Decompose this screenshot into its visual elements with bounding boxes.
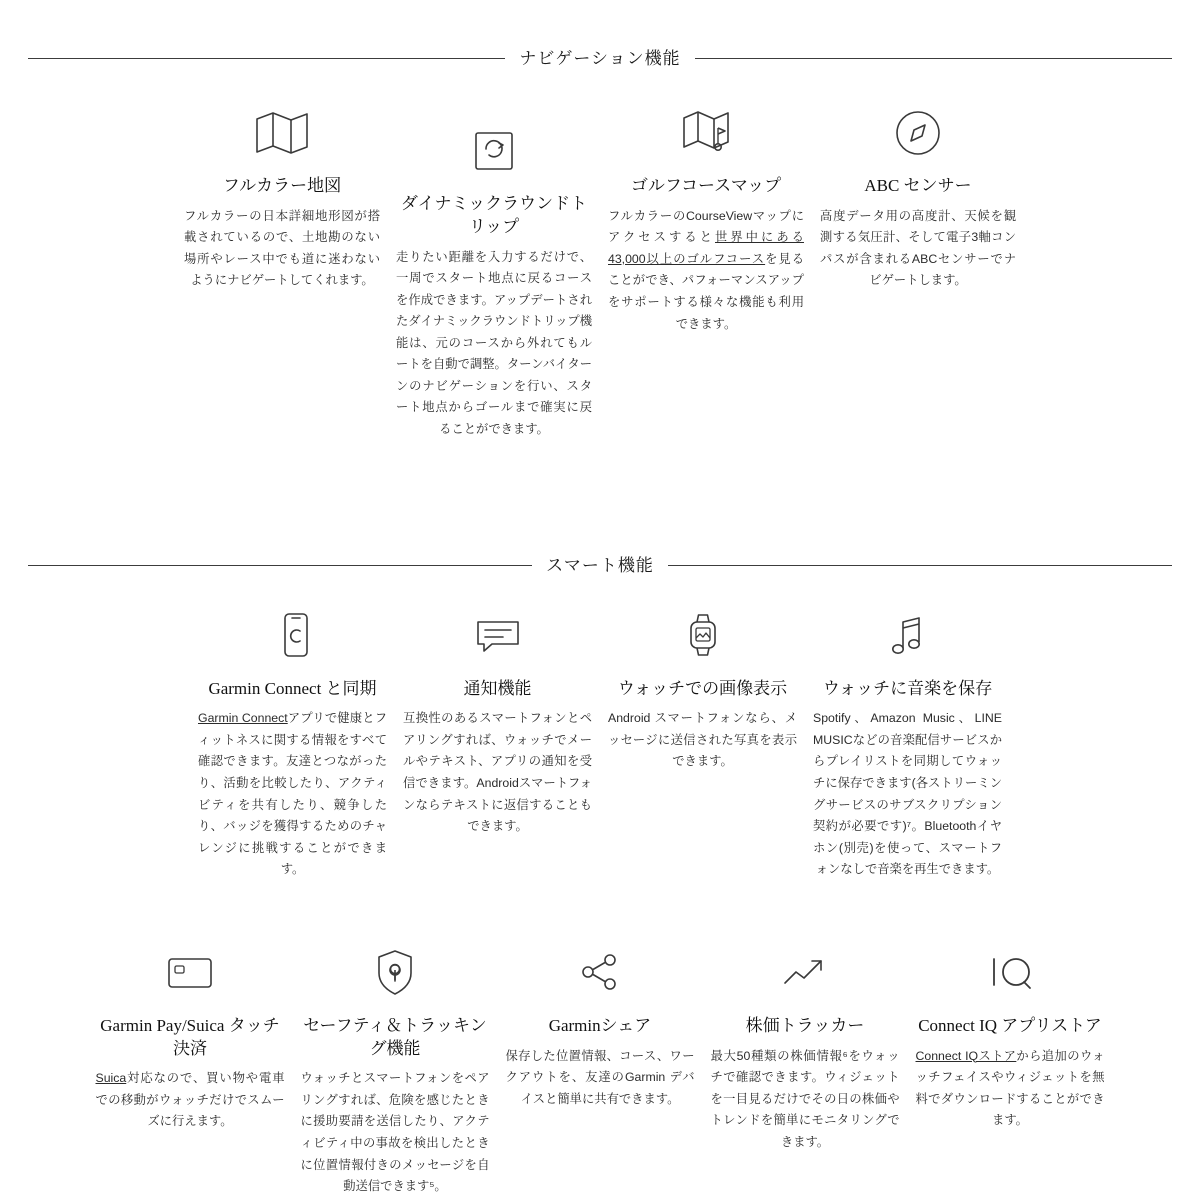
section-rule-left <box>28 58 505 59</box>
feature-title: ウォッチでの画像表示 <box>617 678 788 698</box>
feature-body-post: 対応なので、買い物や電車での移動がウォッチだけでスムーズに行えます。 <box>95 1071 285 1129</box>
feature-body-post: を見ることができ、パフォーマンスアップをサポートする様々な機能も利用できます。 <box>608 251 804 331</box>
feature-body <box>96 1068 285 1133</box>
feature-body <box>916 1046 1105 1132</box>
feature-title: 株価トラッカー <box>745 1015 865 1035</box>
safety-shield-icon <box>301 941 490 1005</box>
feature-title: ゴルフコースマップ <box>630 176 782 195</box>
feature-stock-tracker <box>703 941 908 1154</box>
feature-title: Garmin Pay/Suica タッチ決済 <box>100 1015 280 1058</box>
feature-dynamic-round-trip <box>388 119 600 441</box>
feature-full-color-map <box>176 101 388 292</box>
feature-title: ウォッチに音楽を保存 <box>822 678 993 698</box>
feature-body-link[interactable]: Garmin Connect <box>198 711 288 726</box>
section-rule-right <box>695 58 1172 59</box>
share-icon <box>506 941 695 1005</box>
phone-sync-icon <box>198 604 387 668</box>
feature-body <box>198 708 387 880</box>
feature-abc-sensor <box>812 101 1024 292</box>
feature-body: 高度データ用の高度計、天候を観測する気圧計、そして電子3軸コンパスが含まれるABCセンサーでナビゲートします。 <box>820 208 1016 288</box>
map-icon <box>184 101 380 165</box>
section-rule-left <box>28 565 532 566</box>
feature-body-link[interactable]: Connect IQストア <box>915 1048 1017 1063</box>
stock-chart-icon <box>711 941 900 1005</box>
payment-card-icon <box>96 941 285 1005</box>
feature-body-post: アプリで健康とフィットネスに関する情報をすべて確認できます。友達とつながったり、活動を比較したり、アクティビティを共有したり、競争したり、バッジを獲得するためのチャレンジに挑戦することができます。 <box>198 711 388 877</box>
feature-body: 互換性のあるスマートフォンとペアリングすれば、ウォッチでメールやテキスト、アプリの通知を受信できます。Androidスマートフォンならテキストに返信することもできます。 <box>403 711 592 834</box>
abc-sensor-icon <box>820 101 1016 165</box>
feature-garmin-share <box>498 941 703 1110</box>
feature-body: Android スマートフォンなら、メッセージに送信された写真を表示できます。 <box>608 711 797 769</box>
section-title-smart: スマート機能 <box>546 555 654 575</box>
feature-body: Spotify、Amazon Music、LINE MUSICなどの音楽配信サービスからプレイリストを同期してウォッチに保存できます(各ストリーミングサービスのサブスクリプション契約が必要です)⁷。Bluetoothイヤホン(別売)を使って、スマートフォンなしで音楽を再生できます。 <box>813 711 1002 877</box>
music-note-icon <box>813 604 1002 668</box>
connect-iq-icon <box>916 941 1105 1005</box>
feature-body-link[interactable]: 世界中にある43,000以上のゴルフコース <box>608 230 804 266</box>
feature-title: 通知機能 <box>463 678 532 698</box>
feature-body: 保存した位置情報、コース、ワークアウトを、友達のGarmin デバイスと簡単に共有できます。 <box>505 1048 695 1106</box>
feature-title: セーフティ＆トラッキング機能 <box>303 1015 487 1058</box>
feature-grid-smart-row2 <box>0 941 1200 1198</box>
feature-title: Garminシェア <box>548 1015 652 1035</box>
feature-garmin-pay-suica <box>88 941 293 1133</box>
section-header-smart <box>28 553 1172 578</box>
watch-image-icon <box>608 604 797 668</box>
section-title-navigation: ナビゲーション機能 <box>519 49 681 68</box>
feature-body: フルカラーの日本詳細地形図が搭載されているので、土地勘のない場所やレース中でも道に迷わないようにナビゲートしてくれます。 <box>184 208 380 288</box>
section-rule-right <box>668 565 1172 566</box>
feature-body: 最大50種類の株価情報⁶をウォッチで確認できます。ウィジェットを一目見るだけでその日の株価やトレンドを簡単にモニタリングできます。 <box>710 1048 900 1149</box>
feature-title: Garmin Connect と同期 <box>208 678 377 698</box>
feature-garmin-connect-sync <box>190 604 395 881</box>
feature-title: ABC センサー <box>864 176 972 195</box>
feature-body-link[interactable]: Suica <box>95 1071 127 1086</box>
feature-title: フルカラー地図 <box>222 176 342 195</box>
feature-body-post: から追加のウォッチフェイスやウィジェットを無料でダウンロードすることができます。 <box>915 1048 1105 1128</box>
feature-body: 走りたい距離を入力するだけで、一周でスタート地点に戻るコースを作成できます。アップデートされたダイナミックラウンドトリップ機能は、元のコースから外れてもルートを自動で調整。ターンバイターンのナビゲーションを行い、スタート地点からゴールまで確実に戻ることができます。 <box>396 249 592 436</box>
feature-safety-tracking <box>293 941 498 1198</box>
notification-icon <box>403 604 592 668</box>
feature-body-pre: フルカラーのCourseViewマップにアクセスすると <box>608 208 804 245</box>
feature-body <box>608 206 804 335</box>
round-trip-icon <box>396 119 592 183</box>
feature-notifications <box>395 604 600 838</box>
feature-title: ダイナミックラウンドトリップ <box>400 194 588 236</box>
section-header-navigation <box>28 46 1172 71</box>
feature-music-storage <box>805 604 1010 881</box>
feature-title: Connect IQ アプリストア <box>918 1015 1102 1035</box>
feature-watch-image-display <box>600 604 805 773</box>
golf-course-icon <box>608 101 804 165</box>
feature-connect-iq-store <box>908 941 1113 1132</box>
feature-golf-course-map <box>600 101 812 335</box>
feature-grid-smart-row1 <box>0 604 1200 881</box>
feature-grid-navigation <box>0 101 1200 441</box>
feature-body: ウォッチとスマートフォンをペアリングすれば、危険を感じたときに援助要請を送信したり、アクティビティ中の事故を検出したときに位置情報付きのメッセージを自動送信できます⁵。 <box>300 1071 490 1194</box>
